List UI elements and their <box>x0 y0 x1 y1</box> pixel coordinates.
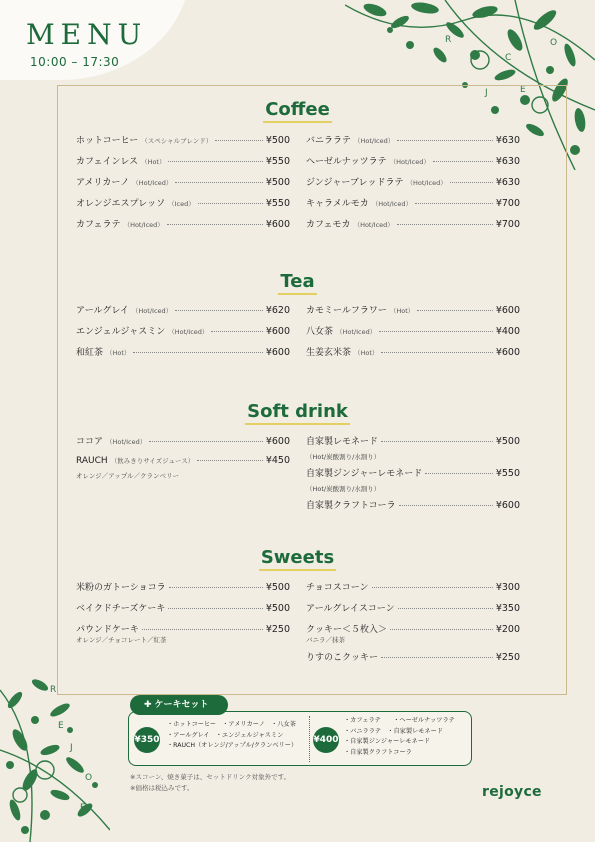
set-divider <box>309 716 310 762</box>
section-title-soft-drink: Soft drink <box>0 401 595 422</box>
sweets-left-column <box>76 580 290 643</box>
menu-item: りすのこクッキー ¥250 <box>306 652 520 663</box>
menu-item: エンジェルジャスミン （Hot/Iced） ¥600 <box>76 326 290 337</box>
menu-item: クッキー＜５枚入＞ ¥200 <box>306 624 520 635</box>
menu-item: アメリカーノ （Hot/Iced） ¥500 <box>76 177 290 188</box>
svg-text:J: J <box>70 743 73 753</box>
plus-icon: ✚ <box>144 700 152 710</box>
menu-item: RAUCH （飲みきりサイズジュース） ¥450 <box>76 455 290 466</box>
set-price-badge-350: ¥350 <box>134 727 160 753</box>
menu-item: 八女茶 （Hot/Iced） ¥400 <box>306 326 520 337</box>
menu-item-options: バニラ／抹茶 <box>306 636 345 644</box>
menu-item: キャラメルモカ （Hot/Iced） ¥700 <box>306 198 520 209</box>
page-title: MENU <box>26 18 148 51</box>
sweets-right-column <box>306 580 520 663</box>
set-drink-list-350: ・ホットコーヒー ・アメリカーノ ・八女茶 ・アールグレイ ・エンジェルジャスミン ・RAUCH（オレンジ/アップル/クランベリー） <box>167 721 298 749</box>
menu-item: 自家製レモネード ¥500 <box>306 436 520 447</box>
svg-text:E: E <box>58 721 64 731</box>
menu-item: 自家製クラフトコーラ ¥600 <box>306 500 520 511</box>
menu-item: ジンジャーブレッドラテ （Hot/Iced） ¥630 <box>306 177 520 188</box>
soft-drink-right-column <box>306 434 520 511</box>
menu-item-options: （Hot/炭酸割り/水割り） <box>306 453 381 461</box>
cake-set-tab: ✚ ケーキセット <box>130 695 228 715</box>
menu-item: 生姜玄米茶 （Hot） ¥600 <box>306 347 520 358</box>
tea-right-column <box>306 303 520 366</box>
menu-item: カフェラテ （Hot/Iced） ¥600 <box>76 219 290 230</box>
section-title-sweets: Sweets <box>0 547 595 568</box>
set-drink-list-400: ・カフェラテ ・ヘーゼルナッツラテ ・バニララテ ・自家製レモネード ・自家製ジンジャーレモネード ・自家製クラフトコーラ <box>344 717 455 756</box>
menu-item-options: オレンジ／アップル／クランベリー <box>76 472 179 480</box>
opening-hours: 10:00 – 17:30 <box>30 55 120 69</box>
menu-item: 米粉のガトーショコラ ¥500 <box>76 582 290 593</box>
menu-item-options: オレンジ／チョコレート／紅茶 <box>76 636 167 644</box>
svg-text:O: O <box>85 773 93 783</box>
menu-item: チョコスコーン ¥300 <box>306 582 520 593</box>
svg-text:J: J <box>485 88 488 98</box>
footnotes: ※スコーン、焼き菓子は、セットドリンク対象外です。 ※価格は税込みです。 <box>130 773 291 792</box>
menu-item: ホットコーヒー （スペシャルブレンド） ¥500 <box>76 135 290 146</box>
menu-item: バニララテ （Hot/Iced） ¥630 <box>306 135 520 146</box>
menu-item: アールグレイ （Hot/Iced） ¥620 <box>76 305 290 316</box>
soft-drink-left-column <box>76 434 290 480</box>
menu-item: アールグレイスコーン ¥350 <box>306 603 520 614</box>
svg-text:E: E <box>80 803 86 813</box>
svg-text:E: E <box>520 85 526 95</box>
menu-item: ヘーゼルナッツラテ （Hot/Iced） ¥630 <box>306 156 520 167</box>
svg-text:C: C <box>505 53 512 63</box>
menu-item: カフェモカ （Hot/Iced） ¥700 <box>306 219 520 230</box>
section-title-coffee: Coffee <box>0 99 595 120</box>
menu-item: ココア （Hot/Iced） ¥600 <box>76 436 290 447</box>
coffee-left-column <box>76 133 290 238</box>
svg-text:R: R <box>50 685 57 695</box>
menu-item: オレンジエスプレッソ （Iced） ¥550 <box>76 198 290 209</box>
menu-item: 自家製ジンジャーレモネード ¥550 <box>306 468 520 479</box>
brand-logo: rejoyce <box>482 784 542 800</box>
menu-item: ベイクドチーズケーキ ¥500 <box>76 603 290 614</box>
menu-item: カモミールフラワー （Hot） ¥600 <box>306 305 520 316</box>
menu-item: カフェインレス （Hot） ¥550 <box>76 156 290 167</box>
svg-text:R: R <box>445 35 452 45</box>
coffee-right-column <box>306 133 520 238</box>
menu-item-options: （Hot/炭酸割り/水割り） <box>306 485 381 493</box>
botanical-decoration-bottom-left <box>0 670 110 842</box>
section-title-tea: Tea <box>0 271 595 292</box>
svg-text:O: O <box>550 38 558 48</box>
tea-left-column <box>76 303 290 366</box>
set-price-badge-400: ¥400 <box>313 727 339 753</box>
menu-item: パウンドケーキ ¥250 <box>76 624 290 635</box>
menu-item: 和紅茶 （Hot） ¥600 <box>76 347 290 358</box>
